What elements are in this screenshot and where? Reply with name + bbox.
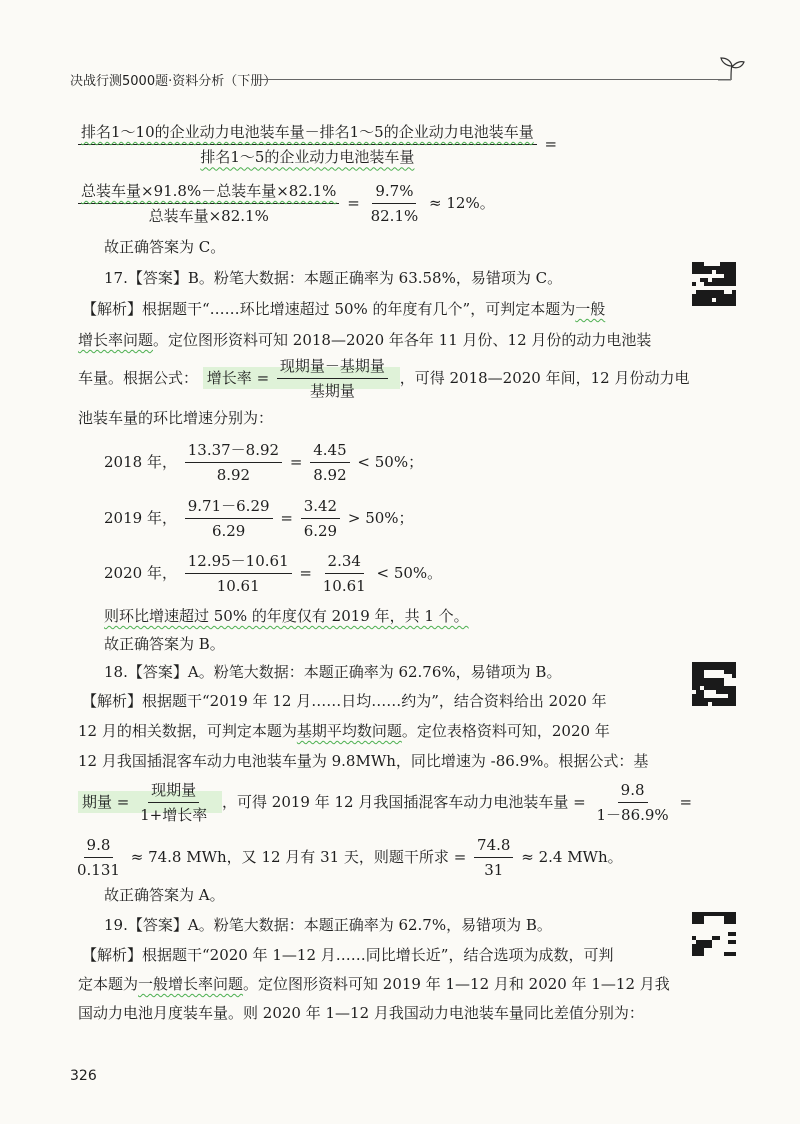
- sprout-icon: [718, 56, 746, 82]
- q19-paragraph-line: 定本题为一般增长率问题。定位图形资料可知 2019 年 1—12 月和 2020 年 1—12 月我: [78, 975, 670, 993]
- q17-paragraph-line: 增长率问题。定位图形资料可知 2018—2020 年各年 11 月份、12 月份的动力电池装: [78, 331, 652, 349]
- q18-conclusion: 故正确答案为 A。: [104, 886, 225, 904]
- q18-paragraph-line: 【解析】根据题干“2019 年 12 月……日均……约为”，结合资料给出 2020 年: [82, 692, 607, 710]
- q18-formula-line: 期量 = $\frac{\text{现期量}}{\text{1+增长率}}$ ，可得 2019 年 12 月我国插混客车动力电池装车量 = $\frac{9.8}{1-86.9\%}$ =: [78, 780, 692, 826]
- q18-paragraph-line: 12 月的相关数据，可判定本题为基期平均数问题。定位表格资料可知，2020 年: [78, 722, 610, 740]
- q18-paragraph-line: 12 月我国插混客车动力电池装车量为 9.8MWh，同比增速为 -86.9%。根据公式：基: [78, 752, 649, 770]
- growth-rate-formula: 增长率 = $\frac{\text{现期量－基期量}}{\text{基期量}}$: [203, 367, 400, 389]
- equals-sign: =: [544, 134, 558, 153]
- fraction-denominator: 82.1%: [370, 207, 419, 226]
- q18-answer-line: 18.【答案】A。粉笔大数据：本题正确率为 62.76%，易错项为 B。: [104, 663, 562, 681]
- fraction-numerator: 9.7%: [372, 181, 416, 204]
- fraction-denominator: 排名1～5的企业动力电池装车量: [200, 148, 415, 167]
- approx-result: ≈ 12%。: [429, 193, 495, 212]
- q17-conclusion: 故正确答案为 B。: [104, 635, 225, 653]
- q17-calc-row-2019: 2019 年， $\frac{9.71-6.29}{6.29}$ = $\frac{3.42}{6.29}$ > 50%；: [104, 497, 414, 541]
- q19-paragraph-line: 国动力电池月度装车量。则 2020 年 1—12 月我国动力电池装车量同比差值分别为：: [78, 1004, 644, 1022]
- fraction-numerator: 总装车量×91.8%－总装车量×82.1%: [78, 181, 339, 204]
- equals-sign: =: [347, 193, 360, 212]
- q17-paragraph-line: 池装车量的环比增速分别为：: [78, 409, 274, 427]
- q17-calc-row-2020: 2020 年， $\frac{12.95-10.61}{10.61}$ = $\frac{2.34}{10.61}$ < 50%。: [104, 552, 443, 596]
- q19-paragraph-line: 【解析】根据题干“2020 年 1—12 月……同比增长近”，结合选项为成数，可判: [82, 946, 614, 964]
- fraction-numerator: 排名1～10的企业动力电池装车量－排名1～5的企业动力电池装车量: [78, 122, 537, 145]
- qr-code-q19[interactable]: [692, 912, 736, 956]
- formula-line-1: [78, 122, 557, 168]
- header-rule: [262, 79, 730, 80]
- q17-answer-line: 17.【答案】B。粉笔大数据：本题正确率为 63.58%，易错项为 C。: [104, 269, 563, 287]
- qr-code-q17[interactable]: [692, 262, 736, 306]
- formula-line-2: [78, 181, 495, 227]
- qr-code-q18[interactable]: [692, 662, 736, 706]
- q17-paragraph-line: 【解析】根据题干“……环比增速超过 50% 的年度有几个”，可判定本题为一般: [82, 300, 606, 318]
- q17-paragraph-line: 车量。根据公式： 增长率 = $\frac{\text{现期量－基期量}}{\text{基期量}}$ ，可得 2018—2020 年间，12 月份动力电: [78, 357, 690, 401]
- fraction-denominator: 总装车量×82.1%: [148, 207, 269, 226]
- q19-answer-line: 19.【答案】A。粉笔大数据：本题正确率为 62.7%，易错项为 B。: [104, 916, 552, 934]
- running-header-title: 决战行测5000题·资料分析（下册）: [70, 74, 277, 89]
- q17-result: 则环比增速超过 50% 的年度仅有 2019 年，共 1 个。: [104, 607, 469, 625]
- q16-conclusion: 故正确答案为 C。: [104, 238, 226, 256]
- q18-calc-line: $\frac{9.8}{0.131}$ ≈ 74.8 MWh，又 12 月有 31 天，则题干所求 = $\frac{74.8}{31}$ ≈ 2.4 MWh。: [77, 836, 623, 880]
- q17-calc-row-2018: 2018 年， $\frac{13.37-8.92}{8.92}$ = $\frac{4.45}{8.92}$ < 50%；: [104, 441, 424, 485]
- page-number: 326: [70, 1068, 97, 1084]
